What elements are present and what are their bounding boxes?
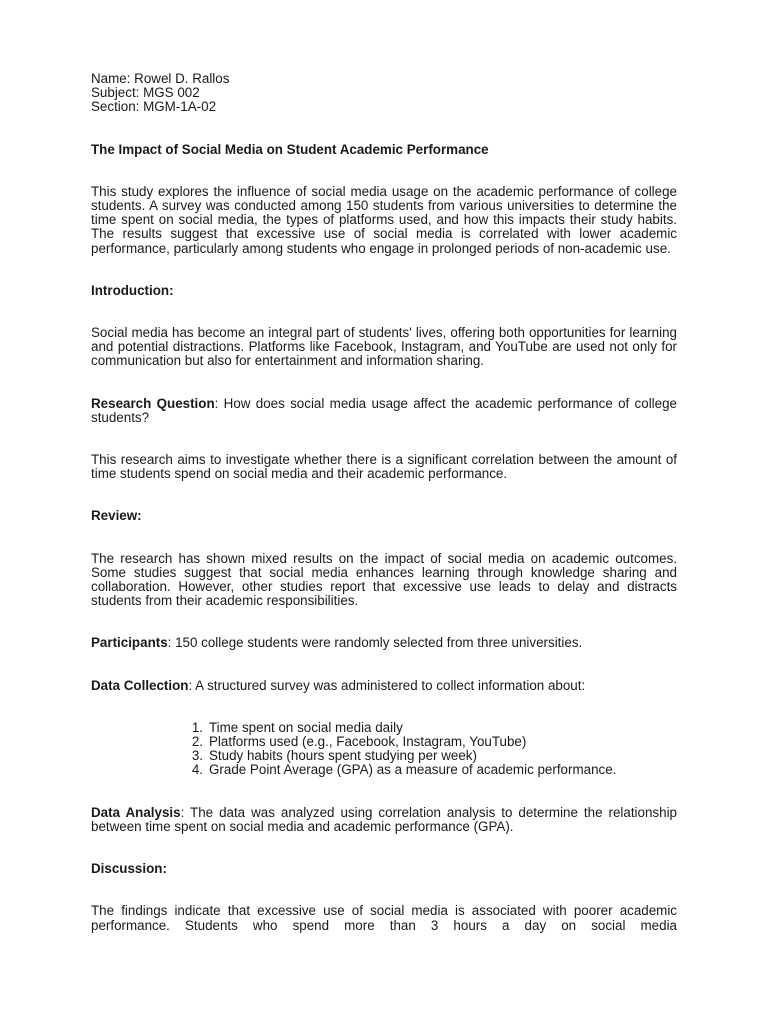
data-analysis-text: : The data was analyzed using correlation analysis to determine the relationship between time spent on social media and academic performance (GPA).: [91, 804, 677, 834]
list-item: [181, 721, 677, 735]
document-page: [91, 72, 677, 933]
data-collection-text: : A structured survey was administered to collect information about:: [188, 677, 586, 693]
list-item-text: Grade Point Average (GPA) as a measure of academic performance.: [209, 762, 617, 778]
list-item-number: 4.: [191, 762, 203, 778]
list-item-text: Study habits (hours spent studying per week): [209, 748, 477, 764]
list-item: [181, 735, 677, 749]
introduction-heading: Introduction:: [91, 282, 174, 298]
data-collection-list: [91, 721, 677, 778]
list-item: [181, 749, 677, 763]
research-question-label: Research Question: [91, 395, 215, 411]
document-title: The Impact of Social Media on Student Academic Performance: [91, 141, 489, 157]
data-collection-label: Data Collection: [91, 677, 189, 693]
discussion-heading: Discussion:: [91, 861, 167, 877]
list-item-number: 1.: [191, 719, 203, 735]
research-question-text: : How does social media usage affect the academic performance of college students?: [91, 395, 677, 425]
participants-label: Participants: [91, 635, 168, 651]
data-analysis-label: Data Analysis: [91, 804, 181, 820]
list-item-text: Platforms used (e.g., Facebook, Instagram, YouTube): [209, 734, 527, 750]
aim-paragraph: This research aims to investigate whether there is a significant correlation between the amount of time students spend on social media and their academic performance.: [91, 452, 677, 482]
list-item-number: 3.: [191, 748, 203, 764]
list-item: [181, 763, 677, 777]
name-line: Name: Rowel D. Rallos: [91, 71, 230, 86]
data-collection-paragraph: [91, 679, 677, 693]
author-block: [91, 72, 677, 115]
list-item-number: 2.: [191, 734, 203, 750]
research-question-paragraph: [91, 397, 677, 425]
subject-line: Subject: MGS 002: [91, 85, 200, 101]
list-item-text: Time spent on social media daily: [209, 719, 403, 735]
participants-paragraph: [91, 636, 677, 650]
review-heading: Review:: [91, 508, 142, 524]
abstract-paragraph: This study explores the influence of social media usage on the academic performance of college students. A survey was conducted among 150 students from various universities to determine the time spent on social media, the types of platforms used, and how this impacts their study habits. The results suggest that excessive use of social media is correlated with lower academic performance, particularly among students who engage in prolonged periods of non-academic use.: [91, 183, 677, 256]
introduction-paragraph: Social media has become an integral part of students' lives, offering both opportunities for learning and potential distractions. Platforms like Facebook, Instagram, and YouTube are used not only for communication but also for entertainment and information sharing.: [91, 325, 677, 369]
participants-text: : 150 college students were randomly selected from three universities.: [167, 635, 583, 651]
section-line: Section: MGM-1A-02: [91, 99, 217, 115]
discussion-paragraph: The findings indicate that excessive use of social media is associated with poorer academic performance. Students who spend more than 3 hours a day on social media: [91, 903, 677, 933]
review-paragraph: The research has shown mixed results on the impact of social media on academic outcomes. Some studies suggest that social media enhances learning through knowledge sharing and collaboration. However, other studies report that excessive use leads to delay and distracts students from their academic responsibilities.: [91, 550, 677, 609]
data-analysis-paragraph: [91, 806, 677, 834]
